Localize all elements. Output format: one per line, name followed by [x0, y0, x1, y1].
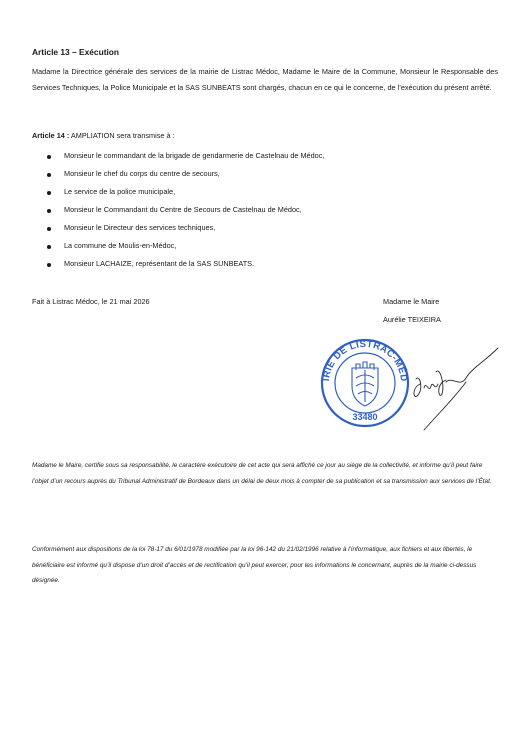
stamp-and-signature: [316, 334, 512, 442]
recipient-text: Monsieur le Commandant du Centre de Secours de Castelnau de Médoc,: [64, 205, 302, 214]
stamp-text: IRIE DE LISTRAC-MÉD: [321, 338, 410, 383]
place-date: Fait à Listrac Médoc, le 21 mai 2026: [32, 297, 150, 306]
recipient-text: Monsieur le chef du corps du centre de secours,: [64, 169, 220, 178]
recipient-text: Monsieur LACHAIZE, représentant de la SAS SUNBEATS.: [64, 259, 255, 268]
recipient-item: [32, 183, 324, 201]
recipient-item: [32, 255, 324, 273]
recipient-item: [32, 165, 324, 183]
privacy-note: Conformément aux dispositions de la loi 78-17 du 6/01/1978 modifiée par la loi 96-142 du 21/02/1996 relative à l’informatique, aux fichiers et aux libertés, le bénéficiaire est informé qu’il dispose d’un droit d’accès et de rectification qu’il peut exercer, pour les informations le concernant, auprès de la mairie ci-dessus désignée.: [32, 546, 477, 584]
recipient-item: [32, 237, 324, 255]
article-14-label: Article 14 :: [32, 131, 70, 140]
recipient-item: [32, 219, 324, 237]
bullet-icon: [47, 191, 51, 195]
bullet-icon: [47, 245, 51, 249]
official-stamp: [316, 334, 409, 426]
recipient-text: Monsieur le Directeur des services techniques,: [64, 223, 216, 232]
signatory-name: Aurélie TEIXEIRA: [383, 315, 441, 324]
bullet-icon: [47, 155, 51, 159]
recipient-item: [32, 147, 324, 165]
article-13-title: Article 13 – Exécution: [32, 47, 120, 57]
stamp-postal-code: 33480: [352, 412, 378, 422]
certification-note: Madame le Maire, certifie sous sa responsabilité, le caractère exécutoire de cet acte qui sera affiché ce jour au siège de la collectivité, et informe qu’il peut faire l’objet d’un recours auprès du Tribunal Administratif de Bordeaux dans un délai de deux mois à compter de sa publication et sa transmission aux services de l’État.: [32, 462, 492, 485]
signatory-role: Madame le Maire: [383, 297, 440, 306]
bullet-icon: [47, 263, 51, 267]
article-14-intro: AMPLIATION sera transmise à :: [69, 131, 175, 140]
coat-of-arms-icon: [352, 362, 378, 406]
bullet-icon: [47, 173, 51, 177]
recipient-text: Le service de la police municipale,: [64, 187, 176, 196]
bullet-icon: [47, 209, 51, 213]
recipient-item: [32, 201, 324, 219]
article-13-body: Madame la Directrice générale des services de la mairie de Listrac Médoc, Madame le Maire de la Commune, Monsieur le Responsable des Services Techniques, la Police Municipale et la SAS SUNBEATS sont chargés, chacun en ce qui le concerne, de l’exécution du présent arrêté.: [32, 67, 498, 92]
mairie-stamp-seal: [316, 334, 512, 442]
recipient-text: La commune de Moulis-en-Médoc,: [64, 241, 177, 250]
recipient-list: [32, 147, 324, 273]
bullet-icon: [47, 227, 51, 231]
handwritten-signature-icon: [414, 348, 498, 430]
article-14-heading: [32, 131, 175, 140]
recipient-text: Monsieur le commandant de la brigade de gendarmerie de Castelnau de Médoc,: [64, 151, 325, 160]
